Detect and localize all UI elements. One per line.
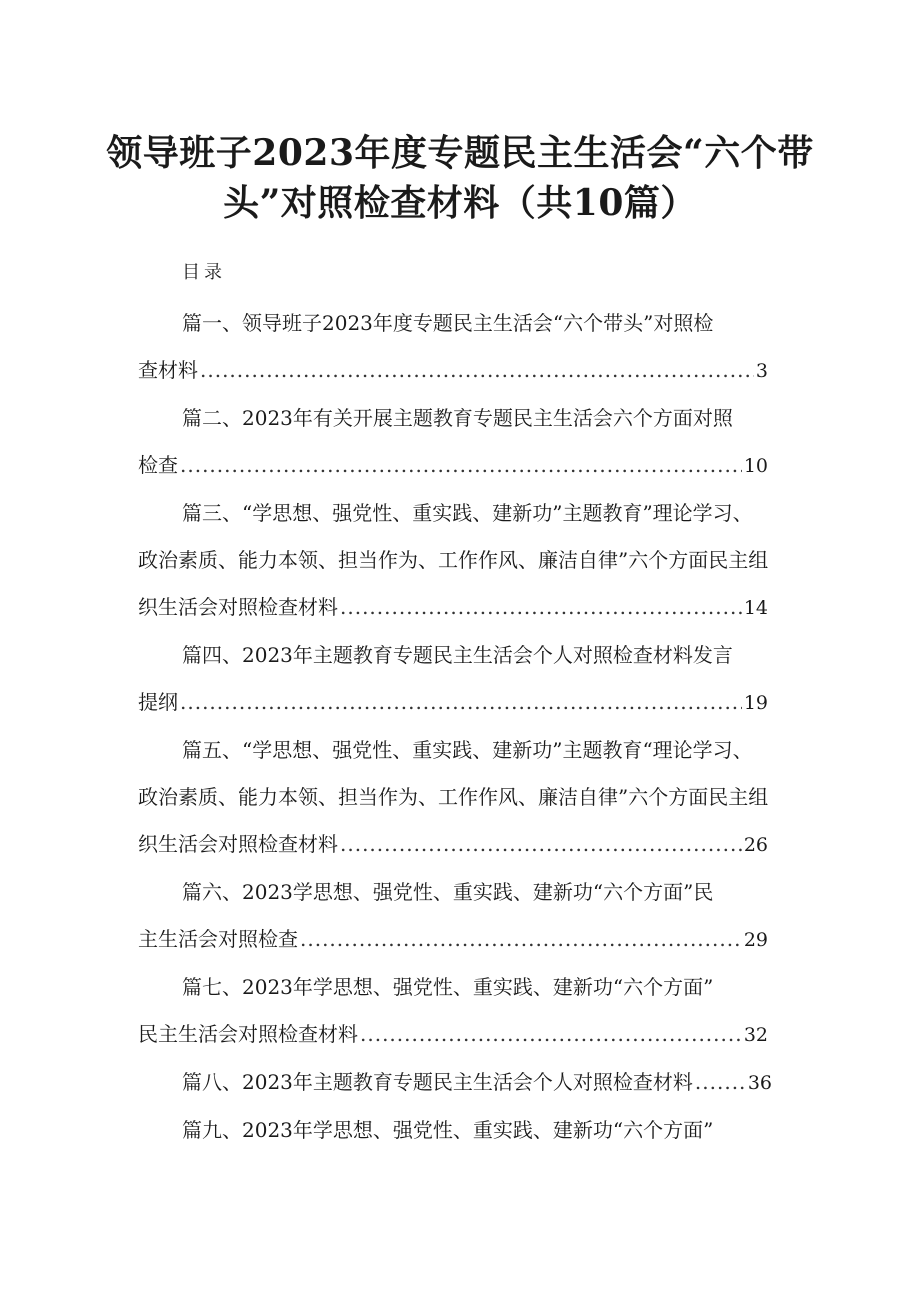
- dot-leader: [180, 679, 742, 726]
- toc-page-number: 32: [743, 1024, 768, 1046]
- toc-entry[interactable]: [138, 1107, 788, 1154]
- toc-entry-line: 篇一、领导班子2023年度专题民主生活会“六个带头”对照检: [182, 311, 714, 335]
- toc-page-number: 3: [755, 360, 768, 382]
- toc-entry-last-line: [138, 347, 768, 395]
- toc-entry-tail: 篇八、2023年主题教育专题民主生活会个人对照检查材料: [182, 1070, 693, 1094]
- toc-entry-tail: 提纲: [138, 690, 178, 714]
- toc-entry-line: 篇三、“学思想、强党性、重实践、建新功”主题教育”理论学习、: [182, 501, 753, 525]
- toc-entry-last-line: [138, 916, 768, 964]
- toc-entry-last-line: [138, 1011, 768, 1059]
- toc-entry-tail: 民主生活会对照检查材料: [138, 1022, 358, 1046]
- dot-leader: [200, 347, 754, 394]
- dot-leader: [695, 1059, 746, 1106]
- document-title: [100, 128, 820, 228]
- toc-entry-tail: 查材料: [138, 358, 198, 382]
- toc-page-number: 26: [743, 834, 768, 856]
- toc-entry-line: 篇七、2023年学思想、强党性、重实践、建新功“六个方面”: [182, 975, 714, 999]
- toc-entry-tail: 织生活会对照检查材料: [138, 595, 338, 619]
- toc-entry-line: 篇六、2023学思想、强党性、重实践、建新功“六个方面”民: [182, 880, 714, 904]
- dot-leader: [300, 916, 742, 963]
- toc-entry[interactable]: [138, 727, 788, 869]
- toc-entry-line: 政治素质、能力本领、担当作为、工作作风、廉洁自律”六个方面民主组: [138, 548, 769, 572]
- toc-page-number: 29: [743, 929, 768, 951]
- dot-leader: [180, 442, 742, 489]
- toc-entry[interactable]: [138, 395, 788, 490]
- toc-entry[interactable]: [138, 964, 788, 1059]
- dot-leader: [340, 584, 742, 631]
- toc-entry-last-line: [138, 821, 768, 869]
- toc-entry-last-line: [138, 584, 768, 632]
- toc-entry-tail: 检查: [138, 453, 178, 477]
- toc-entry[interactable]: [138, 490, 788, 632]
- table-of-contents: [138, 300, 788, 1154]
- toc-entry-line: 篇二、2023年有关开展主题教育专题民主生活会六个方面对照: [182, 406, 733, 430]
- toc-entry-line: 篇四、2023年主题教育专题民主生活会个人对照检查材料发言: [182, 643, 733, 667]
- toc-entry-last-line: [138, 679, 768, 727]
- dot-leader: [340, 821, 742, 868]
- title-line-2: 头”对照检查材料（共10篇）: [223, 182, 697, 224]
- toc-entry-line: 篇五、“学思想、强党性、重实践、建新功”主题教育“理论学习、: [182, 738, 753, 762]
- dot-leader: [360, 1011, 742, 1058]
- toc-page-number: 19: [743, 692, 768, 714]
- toc-entry-last-line: [138, 1059, 772, 1107]
- toc-entry-tail: 织生活会对照检查材料: [138, 832, 338, 856]
- toc-page-number: 10: [743, 455, 768, 477]
- toc-entry[interactable]: [138, 300, 788, 395]
- toc-entry[interactable]: [138, 1059, 788, 1107]
- toc-entry-line: 政治素质、能力本领、担当作为、工作作风、廉洁自律”六个方面民主组: [138, 785, 769, 809]
- toc-entry-line: 篇九、2023年学思想、强党性、重实践、建新功“六个方面”: [182, 1118, 714, 1142]
- toc-entry[interactable]: [138, 869, 788, 964]
- toc-entry-tail: 主生活会对照检查: [138, 927, 298, 951]
- toc-entry-last-line: [138, 442, 768, 490]
- toc-page-number: 36: [747, 1072, 772, 1094]
- toc-heading: 目录: [182, 262, 226, 283]
- toc-page-number: 14: [743, 597, 768, 619]
- title-line-1: 领导班子2023年度专题民主生活会“六个带: [106, 132, 814, 174]
- toc-entry[interactable]: [138, 632, 788, 727]
